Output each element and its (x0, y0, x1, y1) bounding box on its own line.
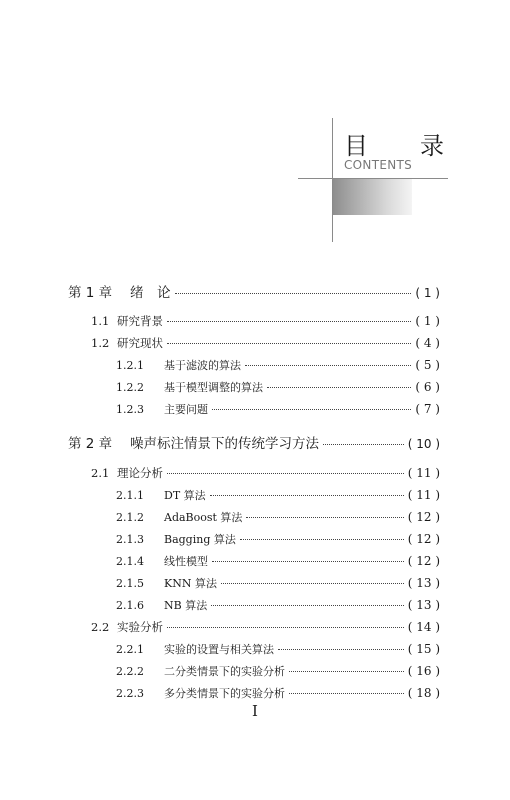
toc-page: ( 14 ) (407, 620, 440, 634)
toc-number: 1.1 (91, 314, 110, 328)
toc-leader (245, 365, 411, 366)
toc-subsection-2-1-6[interactable] (116, 597, 440, 617)
toc-number: 2.1.2 (116, 511, 144, 524)
toc-subsection-2-2-1[interactable] (116, 641, 440, 661)
toc-page: ( 10 ) (407, 437, 440, 451)
toc-page: ( 18 ) (407, 686, 440, 700)
toc-number: 2.1 (91, 466, 110, 480)
toc-leader (167, 321, 411, 322)
toc-label: 理论分析 (117, 466, 163, 480)
toc-number: 1.2.2 (116, 381, 144, 394)
page-subtitle: CONTENTS (344, 158, 413, 172)
toc-label: NB 算法 (164, 599, 208, 612)
toc-label: AdaBoost 算法 (164, 511, 243, 524)
toc-subsection-2-1-5[interactable] (116, 575, 440, 595)
toc-page: ( 12 ) (407, 554, 440, 568)
toc-label: 线性模型 (164, 555, 208, 568)
toc-page: ( 5 ) (415, 358, 440, 372)
toc-page: ( 11 ) (407, 466, 440, 480)
toc-page: ( 1 ) (415, 286, 440, 300)
toc-number: 第 1 章 (68, 285, 113, 301)
toc-section-1-2[interactable] (91, 335, 440, 355)
toc-page: ( 4 ) (415, 336, 440, 350)
toc-leader (212, 561, 404, 562)
toc-leader (211, 605, 404, 606)
toc-label: 研究现状 (117, 336, 163, 350)
toc-page: ( 16 ) (407, 664, 440, 678)
toc-label: 二分类情景下的实验分析 (164, 665, 285, 678)
toc-page: ( 12 ) (407, 510, 440, 524)
toc-number: 1.2 (91, 336, 110, 350)
toc-label: 多分类情景下的实验分析 (164, 687, 285, 700)
toc-label: 研究背景 (117, 314, 163, 328)
toc-leader (289, 693, 404, 694)
toc-section-1-1[interactable] (91, 313, 440, 333)
toc-number: 2.2.2 (116, 665, 144, 678)
toc-leader (210, 495, 404, 496)
header-gradient-block (333, 179, 412, 215)
toc-chapter-1[interactable] (68, 281, 440, 301)
toc-page: ( 11 ) (407, 488, 440, 502)
toc-label: 噪声标注情景下的传统学习方法 (130, 436, 319, 452)
toc-leader (221, 583, 404, 584)
toc-label: Bagging 算法 (164, 533, 236, 546)
toc-subsection-1-2-3[interactable] (116, 401, 440, 421)
toc-number: 2.1.4 (116, 555, 144, 568)
toc-leader (246, 517, 403, 518)
toc-label: 实验分析 (117, 620, 163, 634)
toc-number: 2.1.6 (116, 599, 144, 612)
page-number: I (252, 702, 258, 720)
toc-leader (167, 343, 411, 344)
toc-leader (175, 293, 412, 294)
toc-number: 2.2.3 (116, 687, 144, 700)
toc-leader (212, 409, 411, 410)
toc-page: ( 1 ) (415, 314, 440, 328)
toc-number: 1.2.1 (116, 359, 144, 372)
toc-leader (167, 473, 404, 474)
toc-label: 基于模型调整的算法 (164, 381, 263, 394)
toc-subsection-2-2-2[interactable] (116, 663, 440, 683)
toc-number: 2.1.3 (116, 533, 144, 546)
toc-page: ( 15 ) (407, 642, 440, 656)
toc-label: 基于滤波的算法 (164, 359, 241, 372)
toc-subsection-2-1-2[interactable] (116, 509, 440, 529)
toc-subsection-1-2-2[interactable] (116, 379, 440, 399)
toc-number: 2.2 (91, 620, 110, 634)
toc-label: 主要问题 (164, 403, 208, 416)
toc-number: 1.2.3 (116, 403, 144, 416)
toc-number: 第 2 章 (68, 436, 113, 452)
page-title: 目 录 (344, 132, 458, 160)
toc-label: 绪 论 (130, 285, 171, 301)
toc-leader (289, 671, 404, 672)
toc-page: ( 7 ) (415, 402, 440, 416)
toc-page: ( 13 ) (407, 598, 440, 612)
toc-subsection-2-1-1[interactable] (116, 487, 440, 507)
toc-section-2-1[interactable] (91, 465, 440, 485)
toc-label: 实验的设置与相关算法 (164, 643, 274, 656)
toc-subsection-2-1-4[interactable] (116, 553, 440, 573)
toc-page: ( 13 ) (407, 576, 440, 590)
toc-leader (323, 444, 404, 445)
toc-number: 2.1.5 (116, 577, 144, 590)
toc-leader (167, 627, 404, 628)
toc-number: 2.2.1 (116, 643, 144, 656)
toc-leader (267, 387, 411, 388)
toc-subsection-1-2-1[interactable] (116, 357, 440, 377)
toc-section-2-2[interactable] (91, 619, 440, 639)
toc-label: KNN 算法 (164, 577, 217, 590)
toc-leader (278, 649, 404, 650)
toc-page: ( 12 ) (407, 532, 440, 546)
toc-leader (240, 539, 404, 540)
toc-number: 2.1.1 (116, 489, 144, 502)
toc-page: ( 6 ) (415, 380, 440, 394)
toc-subsection-2-1-3[interactable] (116, 531, 440, 551)
toc-chapter-2[interactable] (68, 432, 440, 452)
toc-label: DT 算法 (164, 489, 206, 502)
